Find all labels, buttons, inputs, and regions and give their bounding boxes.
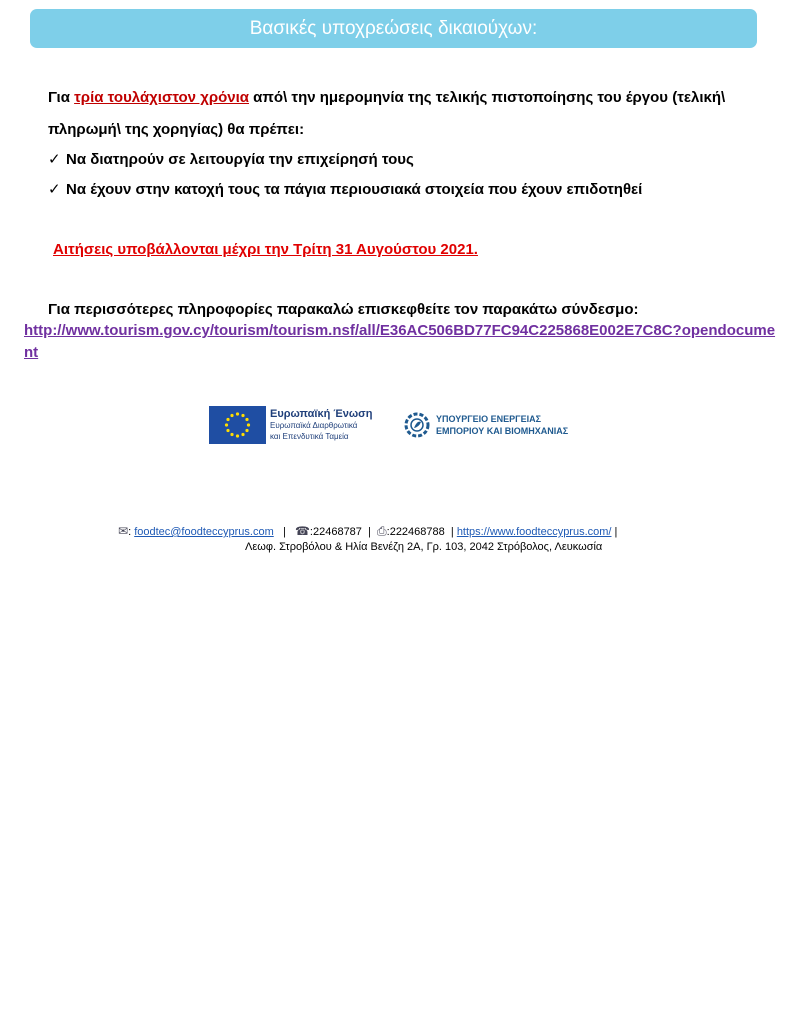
fax-icon: ⎙	[377, 524, 387, 538]
intro-line1-rest: από\ την ημερομηνία της τελικής πιστοποίησης του έργου (τελική\	[249, 89, 726, 106]
banner-title: Βασικές υποχρεώσεις δικαιούχων:	[249, 17, 538, 39]
email-link[interactable]: foodtec@foodteccyprus.com	[134, 526, 274, 538]
eu-sub-2: και Επενδυτικά Ταμεία	[270, 432, 349, 441]
ministry-line-2: ΕΜΠΟΡΙΟΥ ΚΑΙ ΒΙΟΜΗΧΑΝΙΑΣ	[436, 426, 569, 436]
tourism-link-continued[interactable]	[24, 344, 38, 361]
footer-contacts: ✉: foodtec@foodteccyprus.com | ☎:22468787 | ⎙:222468788 | https://www.foodteccyprus.com/ |	[118, 524, 618, 538]
phone-number: :22468787	[309, 526, 362, 538]
intro-prefix: Για	[48, 89, 75, 106]
ministry-line-1: ΥΠΟΥΡΓΕΙΟ ΕΝΕΡΓΕΙΑΣ	[436, 414, 541, 424]
eu-sub-1: Ευρωπαϊκά Διαρθρωτικά	[270, 421, 358, 430]
separator: |	[450, 526, 454, 538]
eu-flag-icon	[209, 406, 266, 444]
separator: |	[282, 526, 286, 538]
website-link[interactable]: https://www.foodteccyprus.com/	[456, 526, 612, 538]
header-banner	[30, 9, 757, 48]
checklist-item-text: Να έχουν στην κατοχή τους τα πάγια περιουσιακά στοιχεία που έχουν επιδοτηθεί	[66, 181, 643, 198]
separator: |	[368, 526, 371, 538]
footer-address: Λεωφ. Στροβόλου & Ηλία Βενέζη 2Α, Γρ. 103, 2042 Στρόβολος, Λευκωσία	[245, 541, 603, 553]
intro-line-2: πληρωμή\ της χορηγίας) θα πρέπει:	[48, 121, 305, 138]
checkmark-icon: ✓	[48, 181, 61, 198]
gear-leaf-icon	[402, 410, 432, 440]
intro-highlight: τρία τουλάχιστον χρόνια	[74, 89, 249, 106]
intro-line-1	[48, 89, 725, 106]
funding-logos	[209, 406, 568, 444]
eu-logo	[209, 406, 390, 444]
checklist-item-text: Να διατηρούν σε λειτουργία την επιχείρησή τους	[66, 151, 414, 168]
separator: |	[614, 526, 618, 538]
checkmark-icon: ✓	[48, 151, 61, 168]
tourism-link[interactable]	[24, 322, 775, 339]
more-info-text: Για περισσότερες πληροφορίες παρακαλώ επισκεφθείτε τον παρακάτω σύνδεσμο:	[48, 301, 639, 318]
email-icon: ✉	[118, 524, 129, 538]
eu-title: Ευρωπαϊκή Ένωση	[270, 408, 373, 420]
tourism-link-line1: http://www.tourism.gov.cy/tourism/tourism.nsf/all/E36AC506BD77FC94C225868E002E7C8C?opendocume	[24, 322, 776, 339]
checklist-item	[48, 150, 414, 168]
phone-icon: ☎	[294, 524, 310, 538]
deadline-notice: Αιτήσεις υποβάλλονται μέχρι την Τρίτη 31 Αυγούστου 2021.	[53, 241, 478, 258]
checklist-item	[48, 180, 642, 198]
ministry-logo	[402, 410, 568, 440]
fax-number: :222468788	[386, 526, 445, 538]
tourism-link-line2: nt	[24, 344, 39, 361]
